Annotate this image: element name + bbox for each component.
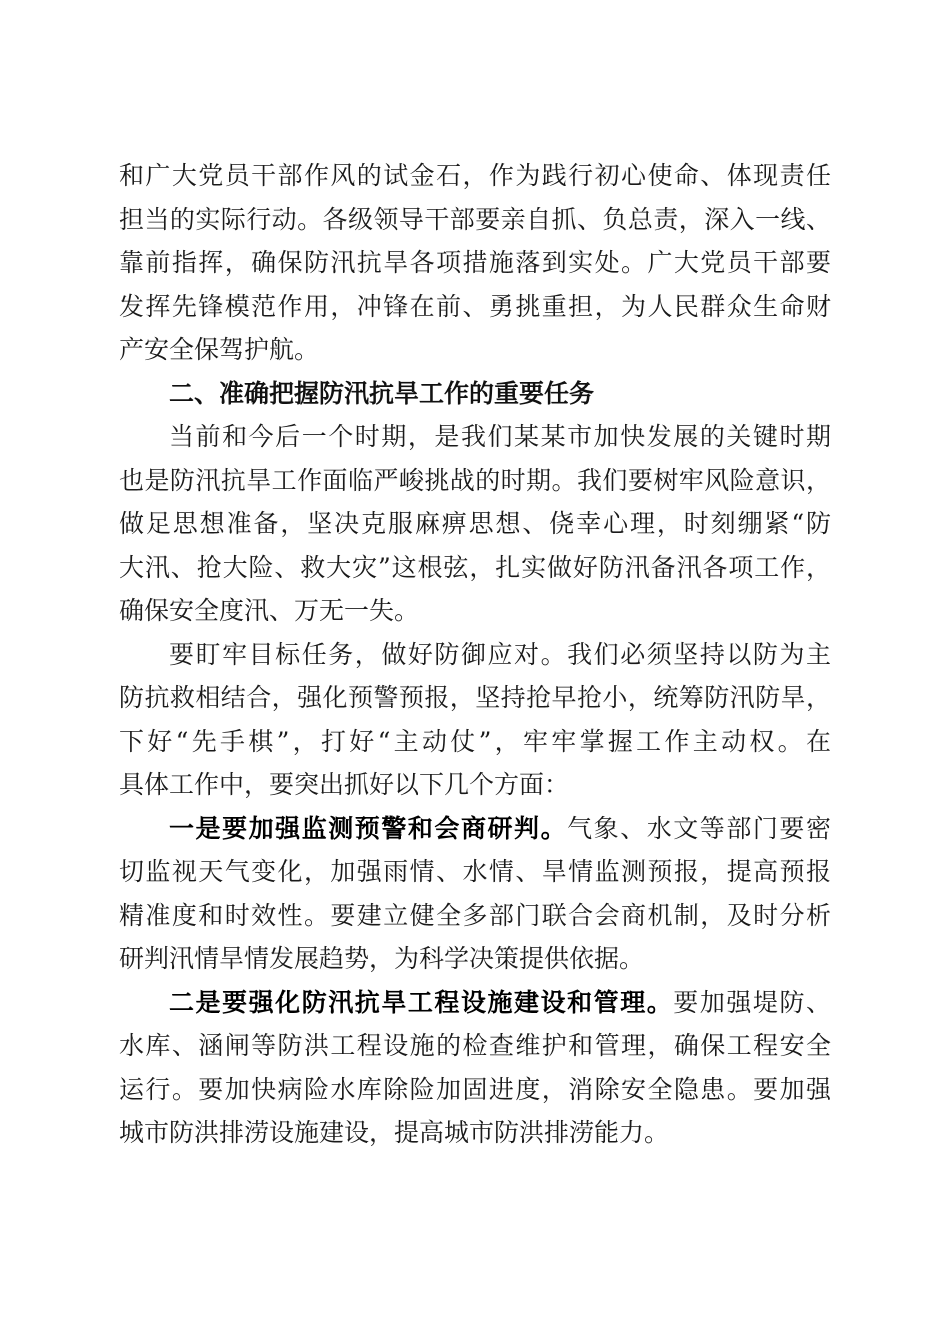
paragraph-line: 靠前指挥，确保防汛抗旱各项措施落到实处。广大党员干部要 bbox=[119, 248, 831, 277]
paragraph-line: 防抗救相结合，强化预警预报，坚持抢早抢小，统筹防汛防旱， bbox=[119, 683, 831, 712]
paragraph-line: 精准度和时效性。要建立健全多部门联合会商机制，及时分析 bbox=[119, 900, 831, 930]
paragraph-line: 确保安全度汛、万无一失。 bbox=[119, 596, 420, 625]
paragraph-line: 运行。要加快病险水库除险加固进度，消除安全隐患。要加强 bbox=[119, 1074, 831, 1104]
paragraph-line: 下好“先手棋”，打好“主动仗”，牢牢掌握工作主动权。在 bbox=[119, 726, 831, 756]
paragraph-line: 担当的实际行动。各级领导干部要亲自抓、负总责，深入一线、 bbox=[119, 204, 831, 234]
bold-lead-text: 二是要强化防汛抗旱工程设施建设和管理。 bbox=[169, 987, 674, 1017]
paragraph-5 bbox=[119, 981, 831, 1155]
paragraph-line: 产安全保驾护航。 bbox=[119, 335, 320, 364]
document-body bbox=[119, 154, 831, 1155]
paragraph-line bbox=[119, 981, 831, 1025]
paragraph-text: 气象、水文等部门要密 bbox=[567, 813, 831, 843]
paragraph-line: 具体工作中，要突出抓好以下几个方面： bbox=[119, 770, 570, 799]
paragraph-line: 城市防洪排涝设施建设，提高城市防洪排涝能力。 bbox=[119, 1118, 670, 1147]
paragraph-line: 水库、涵闸等防洪工程设施的检查维护和管理，确保工程安全 bbox=[119, 1031, 831, 1060]
paragraph-2 bbox=[119, 415, 831, 633]
paragraph-line: 当前和今后一个时期，是我们某某市加快发展的关键时期 bbox=[169, 422, 831, 451]
paragraph-line: 也是防汛抗旱工作面临严峻挑战的时期。我们要树牢风险意识， bbox=[119, 465, 831, 495]
section-heading-2: 二、准确把握防汛抗旱工作的重要任务 bbox=[169, 378, 595, 408]
paragraph-line: 大汛、抢大险、救大灾”这根弦，扎实做好防汛备汛各项工作， bbox=[119, 552, 831, 582]
paragraph-line: 要盯牢目标任务，做好防御应对。我们必须坚持以防为主 bbox=[169, 639, 831, 669]
paragraph-line: 发挥先锋模范作用，冲锋在前、勇挑重担，为人民群众生命财 bbox=[119, 291, 831, 321]
paragraph-4 bbox=[119, 807, 831, 981]
paragraph-line: 切监视天气变化，加强雨情、水情、旱情监测预报，提高预报 bbox=[119, 857, 831, 886]
bold-lead-text: 一是要加强监测预警和会商研判。 bbox=[169, 813, 568, 843]
paragraph-line: 做足思想准备，坚决克服麻痹思想、侥幸心理，时刻绷紧“防 bbox=[119, 509, 831, 538]
paragraph-text: 要加强堤防、 bbox=[673, 987, 831, 1017]
paragraph-line: 研判汛情旱情发展趋势，为科学决策提供依据。 bbox=[119, 944, 645, 973]
paragraph-line bbox=[119, 807, 831, 851]
paragraph-3 bbox=[119, 633, 831, 807]
paragraph-1 bbox=[119, 154, 831, 372]
paragraph-line: 和广大党员干部作风的试金石，作为践行初心使命、体现责任 bbox=[119, 161, 831, 190]
